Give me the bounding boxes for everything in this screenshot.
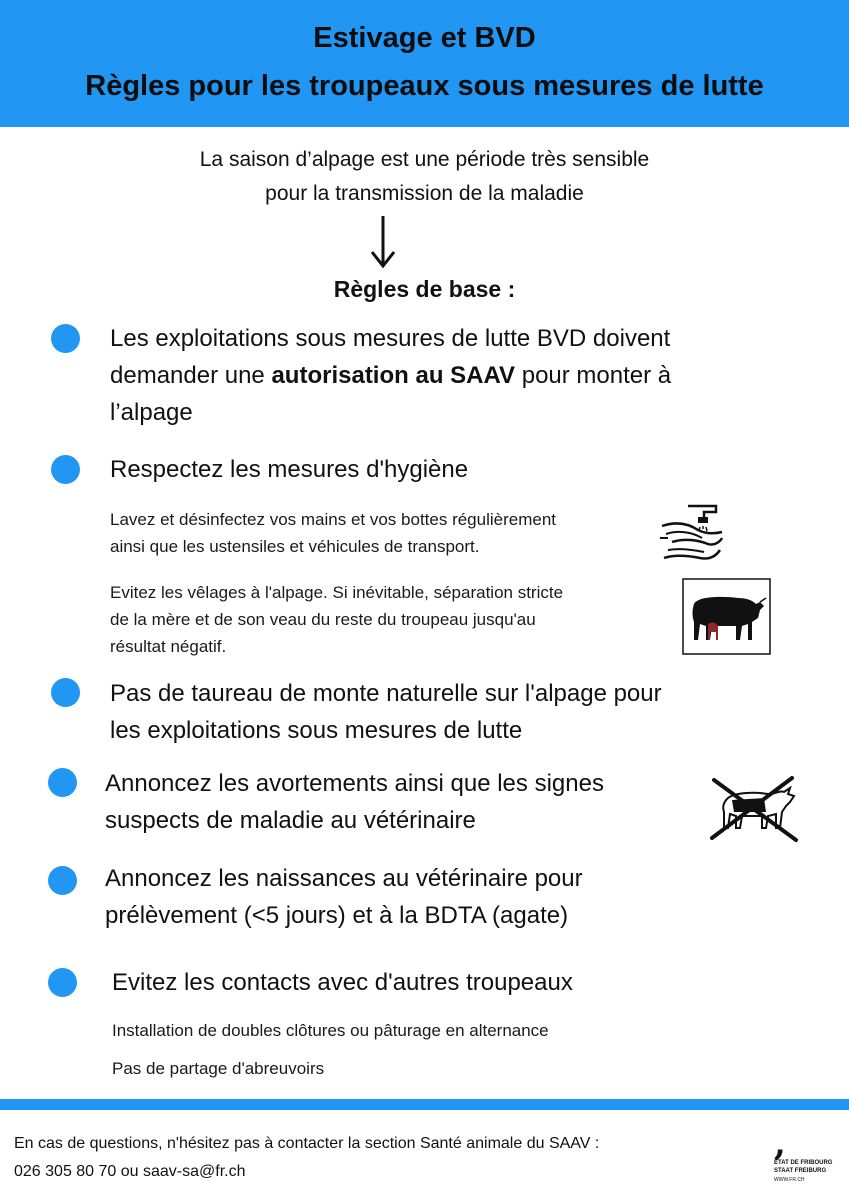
rule-2-sub1 [110,506,556,560]
rule-1-text [110,320,671,431]
rule-6-sub1: Installation de doubles clôtures ou pâturage en alternance [112,1021,549,1040]
page-title-line2: Règles pour les troupeaux sous mesures de lutte [85,70,764,102]
rule-4-text [105,765,604,839]
rule-5-line2: prélèvement (<5 jours) et à la BDTA (agate) [105,902,569,929]
rule-2-sub2 [110,579,563,660]
arrow-down-icon [368,214,398,270]
rule-2-sub1-line1: Lavez et désinfectez vos mains et vos bottes régulièrement [110,510,557,529]
rule-2-title: Respectez les mesures d'hygiène [110,456,469,483]
rule-1-line3: l’alpage [110,399,193,426]
cow-with-calf-icon [682,578,771,655]
bullet-dot [51,678,80,707]
rule-1-line2-end: pour monter à [515,362,672,389]
rule-5-line1: Annoncez les naissances au vétérinaire pour [105,865,583,892]
rule-3-line1: Pas de taureau de monte naturelle sur l'alpage pour [110,680,662,707]
rule-1-line2 [110,357,671,394]
rule-1-line1: Les exploitations sous mesures de lutte BVD doivent [110,325,671,352]
rule-3-line2: les exploitations sous mesures de lutte [110,717,523,744]
state-logo [772,1124,836,1188]
bullet-dot [48,768,77,797]
rule-2-sub2-line2: de la mère et de son veau du reste du troupeau jusqu'au [110,610,536,629]
logo-line2: STAAT FREIBURG [774,1168,827,1174]
logo-line1: ETAT DE FRIBOURG [774,1160,833,1166]
rule-6-sub2: Pas de partage d'abreuvoirs [112,1059,325,1078]
rule-5-text [105,860,583,934]
logo-mark: , [774,1124,786,1164]
crossed-out-bull-icon [706,772,800,844]
rule-3-text [110,675,662,749]
rule-2-sub2-line1: Evitez les vêlages à l'alpage. Si inévitable, séparation stricte [110,583,564,602]
footer-contact [14,1130,599,1186]
page-title-line1: Estivage et BVD [313,22,536,54]
logo-line3: WWW.FR.CH [774,1177,805,1183]
header-banner [0,0,849,127]
footer-line2: 026 305 80 70 ou saav-sa@fr.ch [14,1163,246,1180]
footer-divider [0,1099,849,1110]
rule-2-sub2-line3: résultat négatif. [110,637,227,656]
bullet-dot [51,455,80,484]
intro-text [0,143,849,211]
rule-4-line1: Annoncez les avortements ainsi que les signes [105,770,604,797]
intro-line2: pour la transmission de la maladie [265,182,584,205]
intro-line1: La saison d’alpage est une période très sensible [199,148,650,171]
rule-6-title: Evitez les contacts avec d'autres troupeaux [112,969,573,996]
rule-1-line2-start: demander une [110,362,272,389]
rule-4-line2: suspects de maladie au vétérinaire [105,807,476,834]
hand-washing-icon [658,500,726,564]
bullet-dot [48,968,77,997]
bullet-dot [51,324,80,353]
rule-2-sub1-line2: ainsi que les ustensiles et véhicules de transport. [110,537,480,556]
bullet-dot [48,866,77,895]
footer-line1: En cas de questions, n'hésitez pas à contacter la section Santé animale du SAAV : [14,1135,600,1152]
rules-title: Règles de base : [333,276,516,302]
rule-1-line2-bold: autorisation au SAAV [271,362,516,389]
